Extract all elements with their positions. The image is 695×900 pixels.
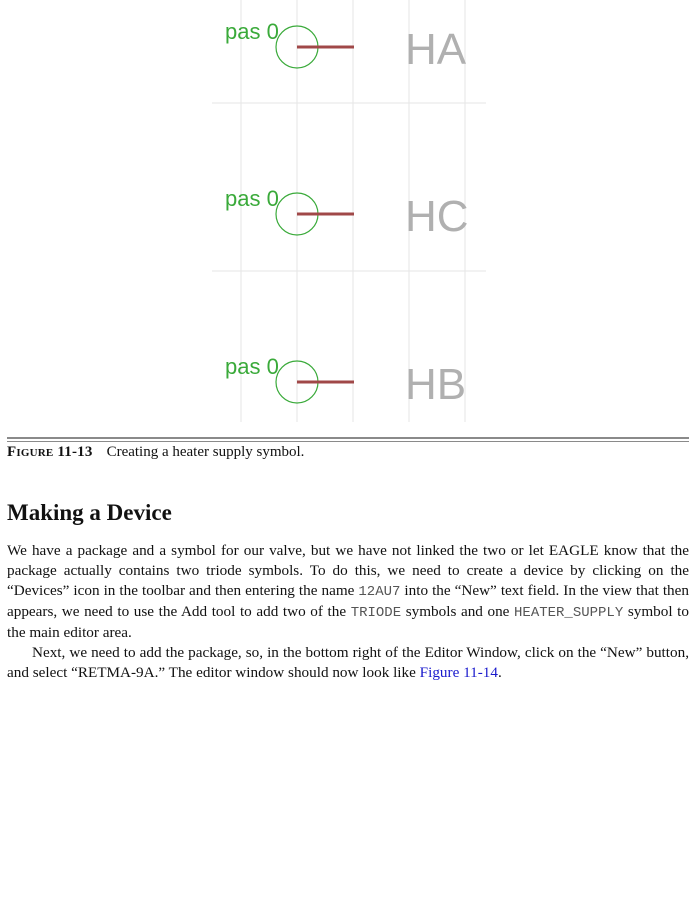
body-text	[7, 541, 689, 683]
code-device-name: 12AU7	[358, 584, 401, 600]
text-run: into the “New” text field. In the view that then appears, we need to use the Add tool to add two of the	[7, 582, 689, 620]
text-run: symbols and one	[401, 603, 515, 620]
text-run: symbol to the main editor area.	[7, 603, 689, 641]
caption-text: Creating a heater supply symbol.	[106, 444, 305, 460]
pin-label: pas 0	[225, 354, 279, 379]
code-heater-supply: HEATER_SUPPLY	[514, 605, 624, 621]
schematic-canvas	[0, 0, 695, 430]
code-triode: TRIODE	[350, 605, 402, 621]
figure-number: 11-13	[57, 444, 93, 460]
paragraph	[7, 541, 689, 643]
pin-label: pas 0	[225, 19, 279, 44]
caption-rule	[7, 437, 689, 442]
figure-caption	[7, 444, 304, 461]
figure-reference-link[interactable]: Figure 11-14	[419, 664, 498, 681]
heater-symbol-hc	[225, 186, 469, 241]
figure-label	[7, 444, 93, 460]
symbol-name: HC	[405, 192, 469, 241]
section-heading: Making a Device	[7, 500, 172, 525]
symbol-name: HB	[405, 360, 467, 409]
text-run: We have a package and a symbol for our valve, but we have not linked the two or let EAGLE know that the package actually contains two triode symbols. To do this, we need to create a device by clicking on the “Devices” icon in the toolbar and then entering the name	[7, 542, 689, 599]
pin-label: pas 0	[225, 186, 279, 211]
heater-symbol-hb	[225, 354, 466, 409]
text-run: Next, we need to add the package, so, in the bottom right of the Editor Window, click on the “New” button, and select “RETMA-9A.” The editor window should now look like	[7, 644, 689, 681]
paragraph	[7, 643, 689, 683]
figure-label-smallcaps: IGURE	[16, 447, 54, 459]
heater-symbol-ha	[225, 19, 467, 74]
text-run: .	[498, 664, 502, 681]
symbol-name: HA	[405, 25, 467, 74]
figure-label-initial: F	[7, 444, 17, 460]
figure-heater-supply-symbol	[0, 0, 695, 430]
